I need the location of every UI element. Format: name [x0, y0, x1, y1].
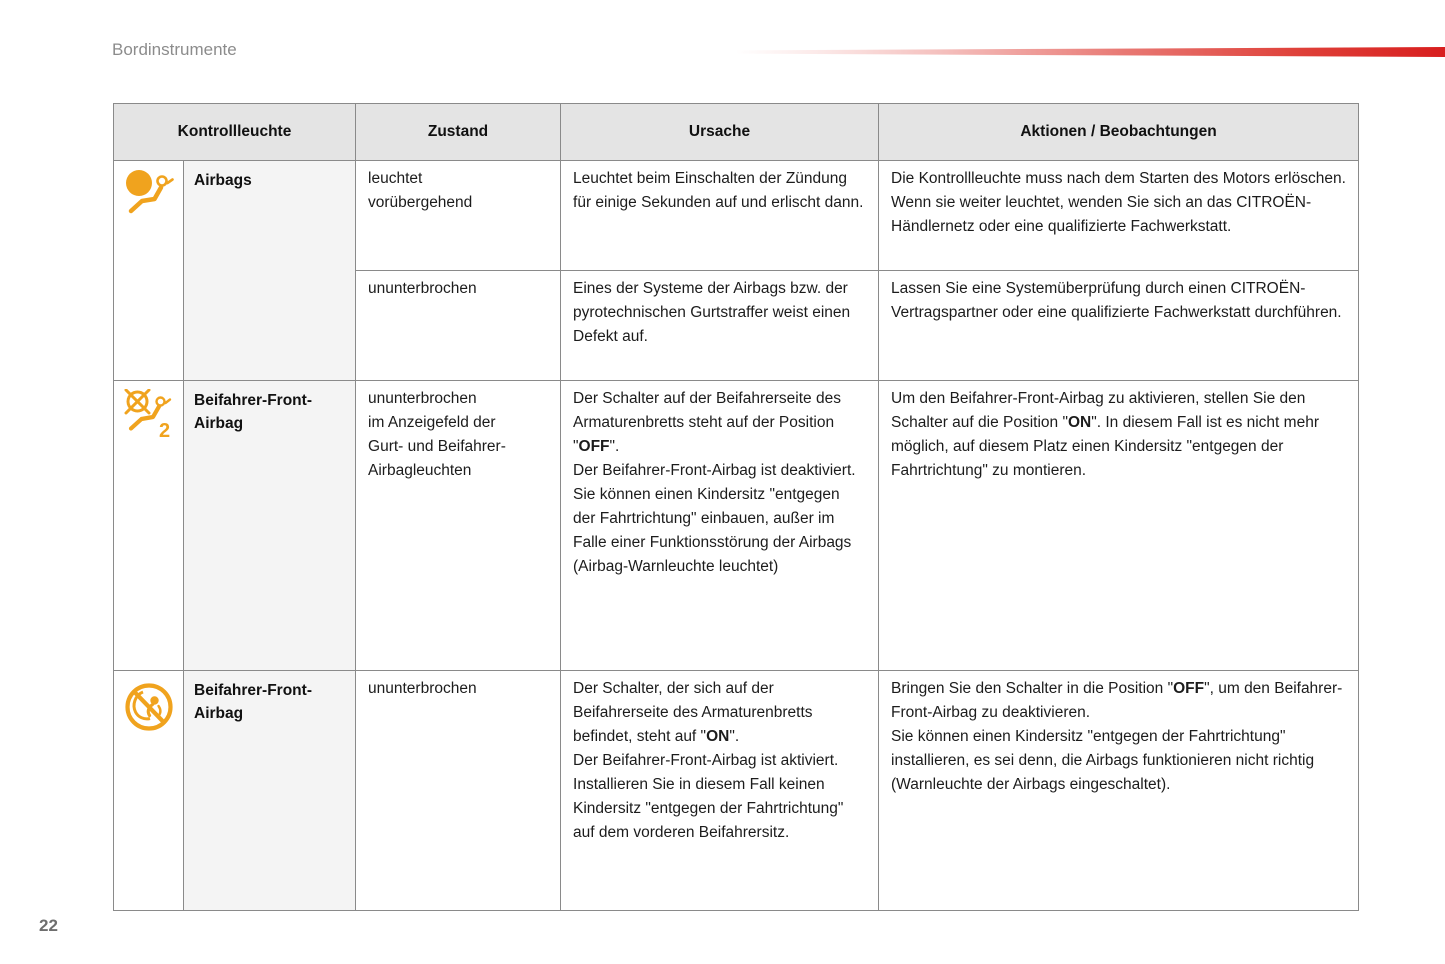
ursache-cell: Eines der Systeme der Airbags bzw. der pyrotechnischen Gurtstraffer weist einen Defekt auf.: [561, 271, 879, 381]
airbag-warning-icon: [123, 169, 175, 227]
table-row: [114, 671, 1359, 911]
passenger-front-airbag-deactivated-icon-cell: [114, 381, 184, 671]
airbag-warning-icon-cell: [114, 161, 184, 381]
col-header-zustand: Zustand: [356, 104, 561, 161]
ursache-cell: Leuchtet beim Einschalten der Zündung für einige Sekunden auf und erlischt dann.: [561, 161, 879, 271]
row-label-airbags: Airbags: [184, 161, 356, 381]
zustand-cell: ununterbrochen: [356, 671, 561, 911]
page-number: 22: [39, 916, 58, 935]
col-header-ursache: Ursache: [561, 104, 879, 161]
passenger-front-airbag-deactivated-icon: [122, 389, 176, 445]
aktionen-cell: Um den Beifahrer-Front-Airbag zu aktivieren, stellen Sie den Schalter auf die Position "ON". In diesem Fall ist es nicht mehr möglich, auf diesem Platz einen Kindersitz "entgegen der Fahrtrichtung" zu montieren.: [879, 381, 1359, 671]
icon-badge-2: 2: [158, 420, 170, 442]
table-row: [114, 161, 1359, 271]
row-label-beifahrer-front-airbag: Beifahrer-Front-Airbag: [184, 671, 356, 911]
ursache-cell: Der Schalter auf der Beifahrerseite des Armaturenbretts steht auf der Position "OFF". Der Beifahrer-Front-Airbag ist deaktiviert. Sie können einen Kindersitz "entgegen der Fahrtrichtung" einbauen, außer im Falle einer Funktionsstörung der Airbags (Airbag-Warnleuchte leuchtet): [561, 381, 879, 671]
section-title: Bordinstrumente: [112, 40, 237, 59]
header-accent-stripe: [735, 47, 1445, 57]
ursache-cell: Der Schalter, der sich auf der Beifahrerseite des Armaturenbretts befindet, steht auf "ON". Der Beifahrer-Front-Airbag ist aktiviert. Installieren Sie in diesem Fall keinen Kindersitz "entgegen der Fahrtrichtung" auf dem vorderen Beifahrersitz.: [561, 671, 879, 911]
no-rear-facing-child-seat-icon: [121, 679, 177, 735]
aktionen-cell: Bringen Sie den Schalter in die Position "OFF", um den Beifahrer-Front-Airbag zu deaktivieren. Sie können einen Kindersitz "entgegen der Fahrtrichtung" installieren, es sei denn, die Airbags funktionieren nicht richtig (Warnleuchte der Airbags eingeschaltet).: [879, 671, 1359, 911]
zustand-cell: ununterbrochen: [356, 271, 561, 381]
warning-lights-table: [113, 103, 1359, 911]
aktionen-cell: Die Kontrollleuchte muss nach dem Starten des Motors erlöschen. Wenn sie weiter leuchtet, wenden Sie sich an das CITROËN-Händlernetz oder eine qualifizierte Fachwerkstatt.: [879, 161, 1359, 271]
zustand-cell: leuchtet vorübergehend: [356, 161, 561, 271]
aktionen-cell: Lassen Sie eine Systemüberprüfung durch einen CITROËN-Vertragspartner oder eine qualifizierte Fachwerkstatt durchführen.: [879, 271, 1359, 381]
table-row: [114, 381, 1359, 671]
table-header-row: [114, 104, 1359, 161]
no-rear-facing-child-seat-icon-cell: [114, 671, 184, 911]
row-label-beifahrer-front-airbag: Beifahrer-Front-Airbag: [184, 381, 356, 671]
col-header-kontrollleuchte: Kontrollleuchte: [114, 104, 356, 161]
zustand-cell: ununterbrochen im Anzeigefeld der Gurt- und Beifahrer- Airbagleuchten: [356, 381, 561, 671]
col-header-aktionen: Aktionen / Beobachtungen: [879, 104, 1359, 161]
